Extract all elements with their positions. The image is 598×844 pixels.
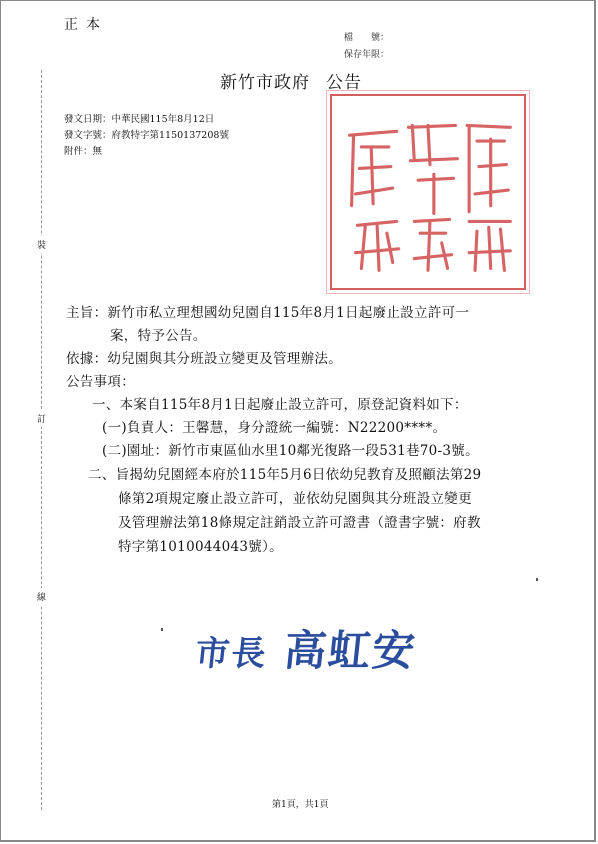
- item-1: 一、本案自115年8月1日起廢止設立許可，原登記資料如下：: [92, 397, 468, 413]
- subject-line-1: 主旨：新竹市私立理想國幼兒園自115年8月1日起廢止設立許可一: [66, 305, 470, 321]
- signature-name: 高虹安: [281, 626, 419, 675]
- items-heading: 公告事項：: [66, 374, 135, 390]
- seal-icon: [332, 96, 524, 288]
- issue-number: 發文字號：府教特字第1150137208號: [64, 130, 229, 141]
- document-title: [220, 68, 362, 93]
- official-seal: [330, 94, 526, 290]
- mayor-signature: [193, 618, 420, 678]
- scan-speck: [161, 628, 163, 631]
- title-type: 公告: [326, 73, 362, 93]
- basis-line: 依據：幼兒園與其分班設立變更及管理辦法。: [66, 351, 342, 367]
- binding-line: [41, 70, 42, 810]
- item-2-line-4: 特字第1010044043號）。: [118, 539, 283, 555]
- item-2-line-3: 及管理辦法第18條規定註銷設立許可證書（證書字號：府教: [118, 515, 481, 531]
- title-organization: 新竹市政府: [220, 73, 310, 93]
- binding-mark-xian: 線: [37, 588, 46, 605]
- item-1-sub-2: (二)園址：新竹市東區仙水里10鄰光復路一段531巷70-3號。: [102, 443, 479, 459]
- page-number: 第1頁，共1頁: [272, 800, 329, 810]
- copy-label: 正本: [64, 17, 108, 33]
- signature-title: 市長: [193, 634, 270, 674]
- scan-speck: [536, 578, 538, 581]
- binding-mark-zhuang: 裝: [37, 236, 46, 253]
- subject-line-2: 案，特予公告。: [110, 328, 207, 344]
- item-2-line-1: 二、旨揭幼兒園經本府於115年5月6日依幼兒教育及照顧法第29: [88, 467, 482, 483]
- file-number-label: 檔 號：: [344, 33, 390, 43]
- item-2-line-2: 條第2項規定廢止設立許可，並依幼兒園與其分班設立變更: [118, 491, 472, 507]
- issue-date: 發文日期：中華民國115年8月12日: [64, 114, 215, 125]
- item-1-sub-1: (一)負責人：王馨慧，身分證統一編號：N22200****。: [102, 420, 447, 436]
- binding-mark-ding: 訂: [37, 410, 46, 427]
- retention-label: 保存年限：: [344, 50, 390, 60]
- attachment: 附件：無: [64, 146, 103, 157]
